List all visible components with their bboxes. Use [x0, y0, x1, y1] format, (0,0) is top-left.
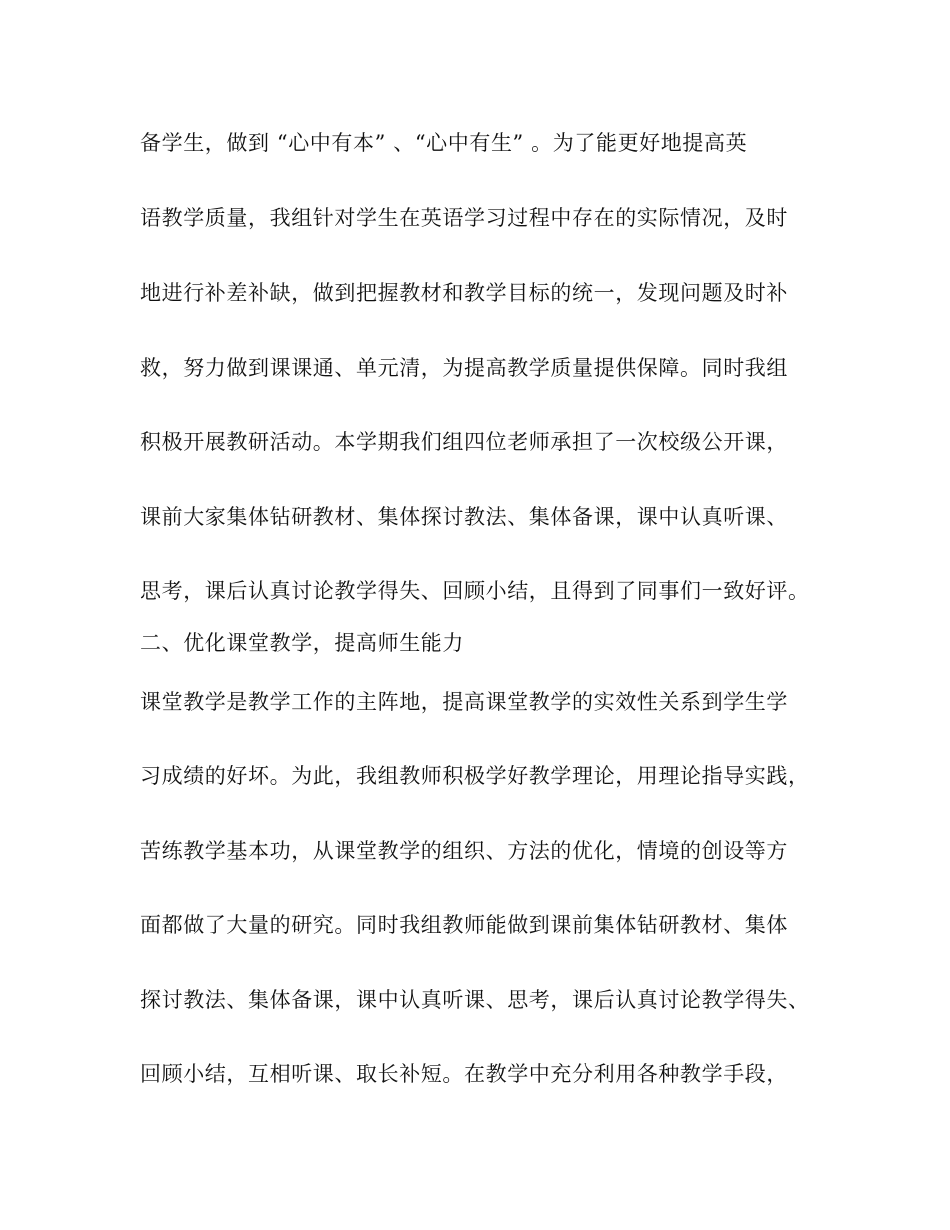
paragraph-line: 语教学质量，我组针对学生在英语学习过程中存在的实际情况，及时 — [140, 206, 788, 230]
paragraph-line: 课前大家集体钻研教材、集体探讨教法、集体备课，课中认真听课、 — [140, 505, 788, 529]
paragraph-line: 回顾小结，互相听课、取长补短。在教学中充分利用各种教学手段， — [140, 1062, 788, 1086]
paragraph-line: 地进行补差补缺，做到把握教材和教学目标的统一，发现问题及时补 — [140, 281, 788, 305]
paragraph-line: 课堂教学是教学工作的主阵地，提高课堂教学的实效性关系到学生学 — [140, 690, 788, 714]
paragraph-line: 探讨教法、集体备课，课中认真听课、思考，课后认真讨论教学得失、 — [140, 988, 810, 1012]
paragraph-line: 备学生，做到 “心中有本” 、“心中有生” 。为了能更好地提高英 — [140, 131, 748, 155]
section-heading: 二、优化课堂教学，提高师生能力 — [140, 631, 464, 655]
paragraph-line: 思考，课后认真讨论教学得失、回顾小结，且得到了同事们一致好评。 — [140, 579, 810, 603]
paragraph-line: 积极开展教研活动。本学期我们组四位老师承担了一次校级公开课， — [140, 430, 788, 454]
paragraph-line: 救，努力做到课课通、单元清，为提高教学质量提供保障。同时我组 — [140, 356, 788, 380]
paragraph-line: 面都做了大量的研究。同时我组教师能做到课前集体钻研教材、集体 — [140, 913, 788, 937]
paragraph-line: 苦练教学基本功，从课堂教学的组织、方法的优化，情境的创设等方 — [140, 839, 788, 863]
paragraph-line: 习成绩的好坏。为此，我组教师积极学好教学理论，用理论指导实践， — [140, 764, 810, 788]
